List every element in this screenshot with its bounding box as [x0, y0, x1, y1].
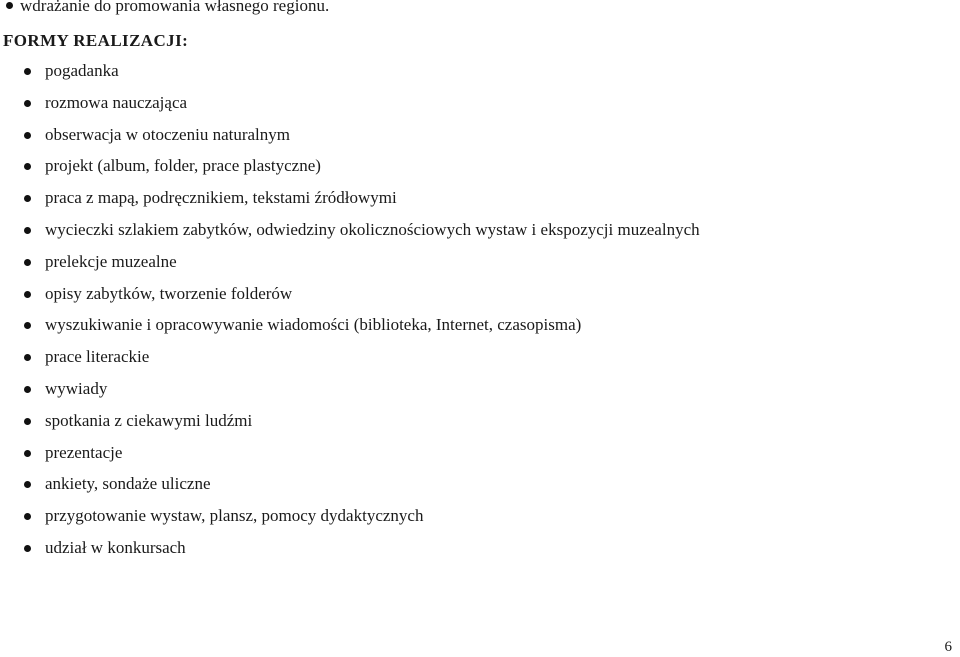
list-item [0, 314, 700, 346]
bullet-icon [24, 322, 31, 329]
list-item [0, 155, 700, 187]
bullet-icon [24, 354, 31, 361]
forms-list [0, 60, 700, 569]
list-item-text: obserwacja w otoczeniu naturalnym [45, 124, 290, 144]
list-item-text: ankiety, sondaże uliczne [45, 474, 211, 494]
bullet-icon [24, 545, 31, 552]
list-item-text: wywiady [45, 378, 108, 398]
list-item-text: prezentacje [45, 442, 123, 462]
page-number: 6 [944, 639, 952, 655]
list-item [0, 537, 700, 569]
list-item [0, 60, 700, 92]
bullet-icon [24, 418, 31, 425]
list-item [0, 124, 700, 156]
list-item [0, 92, 700, 124]
list-item-text: przygotowanie wystaw, plansz, pomocy dydaktycznych [45, 506, 424, 526]
list-item-text: pogadanka [45, 61, 119, 80]
list-item [0, 219, 700, 251]
bullet-icon [24, 195, 31, 202]
list-item-text: opisy zabytków, tworzenie folderów [45, 283, 293, 303]
list-item [0, 283, 700, 315]
list-item-text: projekt (album, folder, prace plastyczne) [45, 156, 321, 176]
list-item [0, 378, 700, 410]
bullet-icon [24, 68, 31, 75]
list-item-text: prace literackie [45, 347, 150, 367]
list-item [0, 187, 700, 219]
bullet-icon [24, 450, 31, 457]
list-item [0, 410, 700, 442]
bullet-icon [24, 386, 31, 393]
list-item-text: rozmowa nauczająca [45, 92, 188, 112]
list-item [0, 473, 700, 505]
list-item-text: udział w konkursach [45, 537, 186, 557]
bullet-icon [24, 259, 31, 266]
list-item [0, 346, 700, 378]
bullet-icon [24, 513, 31, 520]
list-item-text: prelekcje muzealne [45, 251, 177, 271]
bullet-icon [24, 163, 31, 170]
bullet-icon [24, 227, 31, 234]
previous-list-item [6, 0, 329, 16]
list-item [0, 505, 700, 537]
section-heading: FORMY REALIZACJI: [3, 31, 189, 50]
list-item [0, 251, 700, 283]
bullet-icon [24, 100, 31, 107]
list-item-text: wycieczki szlakiem zabytków, odwiedziny okolicznościowych wystaw i ekspozycji muzealnych [45, 219, 700, 239]
bullet-icon [24, 291, 31, 298]
list-item [0, 442, 700, 474]
bullet-icon [6, 2, 13, 9]
bullet-icon [24, 132, 31, 139]
list-item-text: spotkania z ciekawymi ludźmi [45, 410, 253, 430]
list-item-text: praca z mapą, podręcznikiem, tekstami źródłowymi [45, 188, 397, 208]
list-item-text: wyszukiwanie i opracowywanie wiadomości (biblioteka, Internet, czasopisma) [45, 315, 582, 335]
bullet-icon [24, 481, 31, 488]
previous-list-item-text: wdrażanie do promowania własnego regionu. [20, 0, 330, 15]
